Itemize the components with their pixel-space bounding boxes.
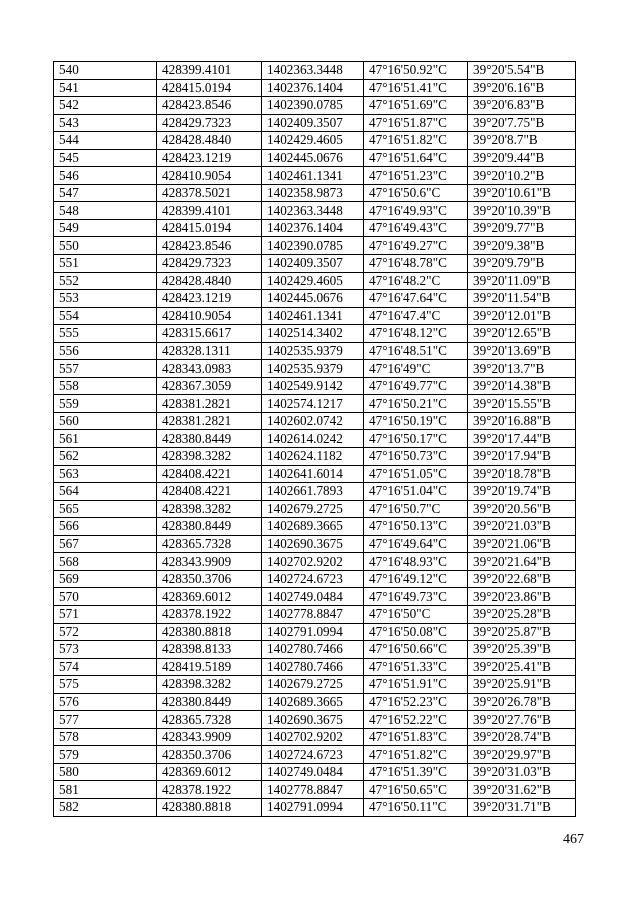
point-number-cell: 551: [54, 255, 157, 273]
y-coordinate-cell: 1402445.0676: [262, 149, 364, 167]
y-coordinate-cell: 1402549.9142: [262, 377, 364, 395]
y-coordinate-cell: 1402791.0994: [262, 623, 364, 641]
x-coordinate-cell: 428428.4840: [157, 132, 262, 150]
table-row: [54, 132, 576, 150]
latitude-cell: 47°16'49.64"С: [364, 535, 468, 553]
x-coordinate-cell: 428350.3706: [157, 570, 262, 588]
longitude-cell: 39°20'17.44"В: [468, 430, 576, 448]
point-number-cell: 549: [54, 219, 157, 237]
point-number-cell: 571: [54, 605, 157, 623]
latitude-cell: 47°16'50.21"С: [364, 395, 468, 413]
y-coordinate-cell: 1402461.1341: [262, 307, 364, 325]
latitude-cell: 47°16'51.83"С: [364, 728, 468, 746]
latitude-cell: 47°16'50.66"С: [364, 641, 468, 659]
table-row: [54, 202, 576, 220]
longitude-cell: 39°20'9.44"В: [468, 149, 576, 167]
x-coordinate-cell: 428365.7328: [157, 711, 262, 729]
y-coordinate-cell: 1402624.1182: [262, 448, 364, 466]
x-coordinate-cell: 428369.6012: [157, 763, 262, 781]
point-number-cell: 552: [54, 272, 157, 290]
longitude-cell: 39°20'7.75"В: [468, 114, 576, 132]
x-coordinate-cell: 428343.0983: [157, 360, 262, 378]
longitude-cell: 39°20'9.77"В: [468, 219, 576, 237]
point-number-cell: 565: [54, 500, 157, 518]
point-number-cell: 550: [54, 237, 157, 255]
x-coordinate-cell: 428423.8546: [157, 237, 262, 255]
point-number-cell: 570: [54, 588, 157, 606]
latitude-cell: 47°16'51.33"С: [364, 658, 468, 676]
point-number-cell: 566: [54, 518, 157, 536]
point-number-cell: 582: [54, 798, 157, 816]
latitude-cell: 47°16'49.73"С: [364, 588, 468, 606]
latitude-cell: 47°16'51.82"С: [364, 746, 468, 764]
longitude-cell: 39°20'15.55"В: [468, 395, 576, 413]
table-row: [54, 360, 576, 378]
longitude-cell: 39°20'25.91"В: [468, 676, 576, 694]
point-number-cell: 567: [54, 535, 157, 553]
point-number-cell: 545: [54, 149, 157, 167]
x-coordinate-cell: 428423.1219: [157, 290, 262, 308]
table-row: [54, 623, 576, 641]
table-row: [54, 676, 576, 694]
table-row: [54, 395, 576, 413]
latitude-cell: 47°16'48.51"С: [364, 342, 468, 360]
x-coordinate-cell: 428381.2821: [157, 395, 262, 413]
x-coordinate-cell: 428378.1922: [157, 605, 262, 623]
x-coordinate-cell: 428365.7328: [157, 535, 262, 553]
point-number-cell: 572: [54, 623, 157, 641]
y-coordinate-cell: 1402689.3665: [262, 693, 364, 711]
y-coordinate-cell: 1402514.3402: [262, 325, 364, 343]
y-coordinate-cell: 1402574.1217: [262, 395, 364, 413]
table-row: [54, 605, 576, 623]
latitude-cell: 47°16'47.64"С: [364, 290, 468, 308]
y-coordinate-cell: 1402535.9379: [262, 342, 364, 360]
x-coordinate-cell: 428367.3059: [157, 377, 262, 395]
table-row: [54, 500, 576, 518]
latitude-cell: 47°16'50.92"С: [364, 62, 468, 80]
longitude-cell: 39°20'25.41"В: [468, 658, 576, 676]
y-coordinate-cell: 1402429.4605: [262, 272, 364, 290]
point-number-cell: 563: [54, 465, 157, 483]
latitude-cell: 47°16'50.19"С: [364, 412, 468, 430]
y-coordinate-cell: 1402602.0742: [262, 412, 364, 430]
x-coordinate-cell: 428428.4840: [157, 272, 262, 290]
latitude-cell: 47°16'50.7"С: [364, 500, 468, 518]
table-row: [54, 430, 576, 448]
table-row: [54, 798, 576, 816]
y-coordinate-cell: 1402778.8847: [262, 605, 364, 623]
y-coordinate-cell: 1402535.9379: [262, 360, 364, 378]
latitude-cell: 47°16'51.64"С: [364, 149, 468, 167]
table-row: [54, 272, 576, 290]
latitude-cell: 47°16'49.43"С: [364, 219, 468, 237]
longitude-cell: 39°20'9.79"В: [468, 255, 576, 273]
y-coordinate-cell: 1402641.6014: [262, 465, 364, 483]
x-coordinate-cell: 428429.7323: [157, 114, 262, 132]
y-coordinate-cell: 1402778.8847: [262, 781, 364, 799]
longitude-cell: 39°20'12.01"В: [468, 307, 576, 325]
point-number-cell: 568: [54, 553, 157, 571]
latitude-cell: 47°16'51.87"С: [364, 114, 468, 132]
longitude-cell: 39°20'13.69"В: [468, 342, 576, 360]
table-row: [54, 746, 576, 764]
point-number-cell: 564: [54, 483, 157, 501]
point-number-cell: 557: [54, 360, 157, 378]
longitude-cell: 39°20'9.38"В: [468, 237, 576, 255]
point-number-cell: 541: [54, 79, 157, 97]
longitude-cell: 39°20'25.28"В: [468, 605, 576, 623]
latitude-cell: 47°16'49.12"С: [364, 570, 468, 588]
y-coordinate-cell: 1402749.0484: [262, 763, 364, 781]
latitude-cell: 47°16'49.77"С: [364, 377, 468, 395]
x-coordinate-cell: 428369.6012: [157, 588, 262, 606]
point-number-cell: 555: [54, 325, 157, 343]
x-coordinate-cell: 428378.5021: [157, 184, 262, 202]
longitude-cell: 39°20'26.78"В: [468, 693, 576, 711]
point-number-cell: 543: [54, 114, 157, 132]
y-coordinate-cell: 1402429.4605: [262, 132, 364, 150]
latitude-cell: 47°16'51.05"С: [364, 465, 468, 483]
longitude-cell: 39°20'10.61"В: [468, 184, 576, 202]
longitude-cell: 39°20'6.16"В: [468, 79, 576, 97]
x-coordinate-cell: 428429.7323: [157, 255, 262, 273]
y-coordinate-cell: 1402445.0676: [262, 290, 364, 308]
x-coordinate-cell: 428410.9054: [157, 167, 262, 185]
latitude-cell: 47°16'49.27"С: [364, 237, 468, 255]
point-number-cell: 576: [54, 693, 157, 711]
latitude-cell: 47°16'50"С: [364, 605, 468, 623]
x-coordinate-cell: 428399.4101: [157, 62, 262, 80]
y-coordinate-cell: 1402614.0242: [262, 430, 364, 448]
point-number-cell: 544: [54, 132, 157, 150]
latitude-cell: 47°16'48.93"С: [364, 553, 468, 571]
x-coordinate-cell: 428350.3706: [157, 746, 262, 764]
x-coordinate-cell: 428343.9909: [157, 728, 262, 746]
coordinates-table: [53, 61, 576, 817]
point-number-cell: 562: [54, 448, 157, 466]
latitude-cell: 47°16'48.78"С: [364, 255, 468, 273]
longitude-cell: 39°20'31.71"В: [468, 798, 576, 816]
point-number-cell: 560: [54, 412, 157, 430]
table-row: [54, 412, 576, 430]
longitude-cell: 39°20'8.7"В: [468, 132, 576, 150]
x-coordinate-cell: 428423.8546: [157, 97, 262, 115]
y-coordinate-cell: 1402791.0994: [262, 798, 364, 816]
y-coordinate-cell: 1402409.3507: [262, 255, 364, 273]
latitude-cell: 47°16'51.69"С: [364, 97, 468, 115]
y-coordinate-cell: 1402390.0785: [262, 237, 364, 255]
x-coordinate-cell: 428328.1311: [157, 342, 262, 360]
table-row: [54, 658, 576, 676]
y-coordinate-cell: 1402702.9202: [262, 553, 364, 571]
latitude-cell: 47°16'51.91"С: [364, 676, 468, 694]
y-coordinate-cell: 1402376.1404: [262, 79, 364, 97]
y-coordinate-cell: 1402363.3448: [262, 202, 364, 220]
x-coordinate-cell: 428380.8449: [157, 518, 262, 536]
table-row: [54, 290, 576, 308]
table-row: [54, 167, 576, 185]
point-number-cell: 579: [54, 746, 157, 764]
table-row: [54, 763, 576, 781]
latitude-cell: 47°16'50.17"С: [364, 430, 468, 448]
table-row: [54, 518, 576, 536]
longitude-cell: 39°20'25.39"В: [468, 641, 576, 659]
latitude-cell: 47°16'50.65"С: [364, 781, 468, 799]
y-coordinate-cell: 1402679.2725: [262, 500, 364, 518]
latitude-cell: 47°16'51.04"С: [364, 483, 468, 501]
longitude-cell: 39°20'25.87"В: [468, 623, 576, 641]
longitude-cell: 39°20'16.88"В: [468, 412, 576, 430]
table-row: [54, 255, 576, 273]
x-coordinate-cell: 428410.9054: [157, 307, 262, 325]
point-number-cell: 554: [54, 307, 157, 325]
x-coordinate-cell: 428408.4221: [157, 465, 262, 483]
y-coordinate-cell: 1402689.3665: [262, 518, 364, 536]
y-coordinate-cell: 1402390.0785: [262, 97, 364, 115]
latitude-cell: 47°16'51.41"С: [364, 79, 468, 97]
longitude-cell: 39°20'18.78"В: [468, 465, 576, 483]
x-coordinate-cell: 428398.3282: [157, 676, 262, 694]
table-row: [54, 325, 576, 343]
coordinates-table-body: [54, 62, 576, 817]
table-row: [54, 711, 576, 729]
x-coordinate-cell: 428398.3282: [157, 448, 262, 466]
y-coordinate-cell: 1402679.2725: [262, 676, 364, 694]
x-coordinate-cell: 428398.8133: [157, 641, 262, 659]
x-coordinate-cell: 428408.4221: [157, 483, 262, 501]
point-number-cell: 546: [54, 167, 157, 185]
y-coordinate-cell: 1402780.7466: [262, 641, 364, 659]
table-row: [54, 307, 576, 325]
longitude-cell: 39°20'27.76"В: [468, 711, 576, 729]
table-row: [54, 219, 576, 237]
point-number-cell: 548: [54, 202, 157, 220]
point-number-cell: 556: [54, 342, 157, 360]
table-row: [54, 465, 576, 483]
longitude-cell: 39°20'12.65"В: [468, 325, 576, 343]
longitude-cell: 39°20'31.03"В: [468, 763, 576, 781]
point-number-cell: 577: [54, 711, 157, 729]
table-row: [54, 588, 576, 606]
longitude-cell: 39°20'21.64"В: [468, 553, 576, 571]
point-number-cell: 574: [54, 658, 157, 676]
x-coordinate-cell: 428380.8818: [157, 623, 262, 641]
table-row: [54, 149, 576, 167]
longitude-cell: 39°20'6.83"В: [468, 97, 576, 115]
point-number-cell: 547: [54, 184, 157, 202]
longitude-cell: 39°20'19.74"В: [468, 483, 576, 501]
longitude-cell: 39°20'14.38"В: [468, 377, 576, 395]
x-coordinate-cell: 428343.9909: [157, 553, 262, 571]
table-row: [54, 184, 576, 202]
table-row: [54, 237, 576, 255]
table-row: [54, 570, 576, 588]
x-coordinate-cell: 428378.1922: [157, 781, 262, 799]
point-number-cell: 540: [54, 62, 157, 80]
y-coordinate-cell: 1402690.3675: [262, 711, 364, 729]
x-coordinate-cell: 428380.8449: [157, 430, 262, 448]
x-coordinate-cell: 428381.2821: [157, 412, 262, 430]
table-row: [54, 641, 576, 659]
longitude-cell: 39°20'20.56"В: [468, 500, 576, 518]
y-coordinate-cell: 1402724.6723: [262, 570, 364, 588]
latitude-cell: 47°16'47.4"С: [364, 307, 468, 325]
latitude-cell: 47°16'50.6"С: [364, 184, 468, 202]
y-coordinate-cell: 1402690.3675: [262, 535, 364, 553]
table-row: [54, 483, 576, 501]
table-row: [54, 377, 576, 395]
point-number-cell: 558: [54, 377, 157, 395]
x-coordinate-cell: 428380.8449: [157, 693, 262, 711]
longitude-cell: 39°20'10.2"В: [468, 167, 576, 185]
longitude-cell: 39°20'11.54"В: [468, 290, 576, 308]
latitude-cell: 47°16'50.08"С: [364, 623, 468, 641]
table-row: [54, 693, 576, 711]
latitude-cell: 47°16'49.93"С: [364, 202, 468, 220]
point-number-cell: 569: [54, 570, 157, 588]
y-coordinate-cell: 1402358.9873: [262, 184, 364, 202]
latitude-cell: 47°16'48.2"С: [364, 272, 468, 290]
table-row: [54, 79, 576, 97]
point-number-cell: 553: [54, 290, 157, 308]
y-coordinate-cell: 1402724.6723: [262, 746, 364, 764]
latitude-cell: 47°16'50.73"С: [364, 448, 468, 466]
latitude-cell: 47°16'49"С: [364, 360, 468, 378]
point-number-cell: 559: [54, 395, 157, 413]
latitude-cell: 47°16'50.11"С: [364, 798, 468, 816]
x-coordinate-cell: 428415.0194: [157, 219, 262, 237]
table-row: [54, 62, 576, 80]
latitude-cell: 47°16'51.82"С: [364, 132, 468, 150]
point-number-cell: 580: [54, 763, 157, 781]
point-number-cell: 578: [54, 728, 157, 746]
latitude-cell: 47°16'51.39"С: [364, 763, 468, 781]
y-coordinate-cell: 1402749.0484: [262, 588, 364, 606]
y-coordinate-cell: 1402661.7893: [262, 483, 364, 501]
longitude-cell: 39°20'21.03"В: [468, 518, 576, 536]
page-number: 467: [563, 832, 584, 847]
table-row: [54, 553, 576, 571]
x-coordinate-cell: 428423.1219: [157, 149, 262, 167]
longitude-cell: 39°20'28.74"В: [468, 728, 576, 746]
table-row: [54, 342, 576, 360]
latitude-cell: 47°16'52.23"С: [364, 693, 468, 711]
point-number-cell: 581: [54, 781, 157, 799]
table-row: [54, 97, 576, 115]
point-number-cell: 575: [54, 676, 157, 694]
longitude-cell: 39°20'22.68"В: [468, 570, 576, 588]
table-row: [54, 781, 576, 799]
table-row: [54, 114, 576, 132]
y-coordinate-cell: 1402409.3507: [262, 114, 364, 132]
latitude-cell: 47°16'50.13"С: [364, 518, 468, 536]
y-coordinate-cell: 1402702.9202: [262, 728, 364, 746]
longitude-cell: 39°20'13.7"В: [468, 360, 576, 378]
longitude-cell: 39°20'29.97"В: [468, 746, 576, 764]
x-coordinate-cell: 428419.5189: [157, 658, 262, 676]
latitude-cell: 47°16'51.23"С: [364, 167, 468, 185]
longitude-cell: 39°20'5.54"В: [468, 62, 576, 80]
y-coordinate-cell: 1402363.3448: [262, 62, 364, 80]
longitude-cell: 39°20'23.86"В: [468, 588, 576, 606]
x-coordinate-cell: 428415.0194: [157, 79, 262, 97]
y-coordinate-cell: 1402461.1341: [262, 167, 364, 185]
y-coordinate-cell: 1402780.7466: [262, 658, 364, 676]
longitude-cell: 39°20'11.09"В: [468, 272, 576, 290]
table-row: [54, 448, 576, 466]
x-coordinate-cell: 428315.6617: [157, 325, 262, 343]
x-coordinate-cell: 428380.8818: [157, 798, 262, 816]
point-number-cell: 573: [54, 641, 157, 659]
latitude-cell: 47°16'48.12"С: [364, 325, 468, 343]
x-coordinate-cell: 428398.3282: [157, 500, 262, 518]
longitude-cell: 39°20'17.94"В: [468, 448, 576, 466]
point-number-cell: 542: [54, 97, 157, 115]
table-row: [54, 728, 576, 746]
point-number-cell: 561: [54, 430, 157, 448]
longitude-cell: 39°20'21.06"В: [468, 535, 576, 553]
y-coordinate-cell: 1402376.1404: [262, 219, 364, 237]
longitude-cell: 39°20'10.39"В: [468, 202, 576, 220]
latitude-cell: 47°16'52.22"С: [364, 711, 468, 729]
table-row: [54, 535, 576, 553]
longitude-cell: 39°20'31.62"В: [468, 781, 576, 799]
x-coordinate-cell: 428399.4101: [157, 202, 262, 220]
